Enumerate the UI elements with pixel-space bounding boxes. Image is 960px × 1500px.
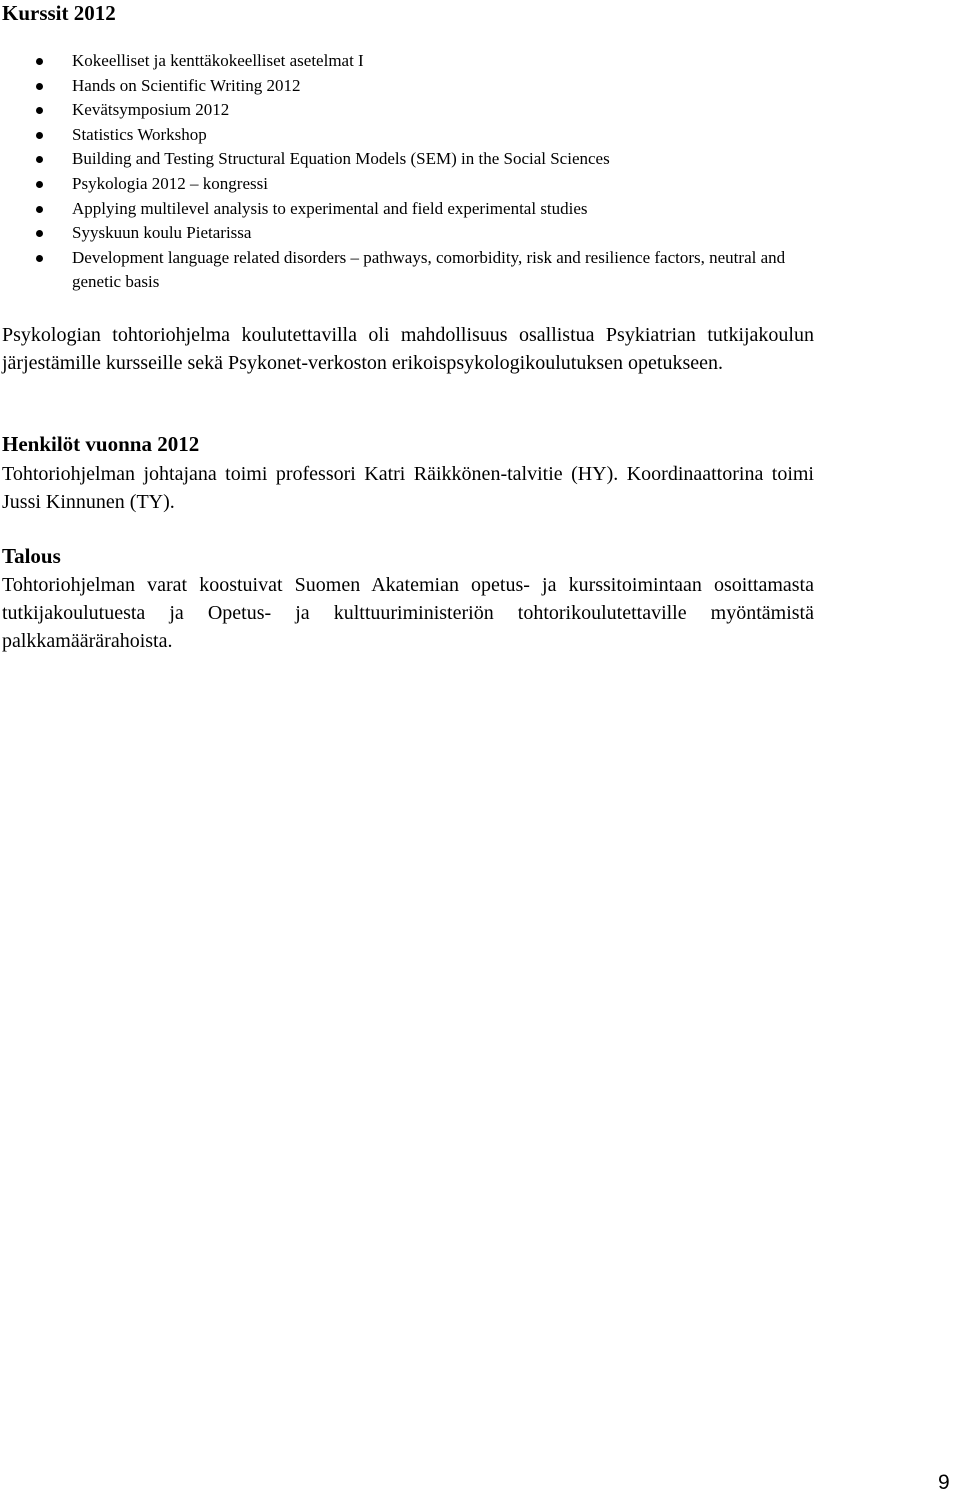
page-title: Kurssit 2012: [2, 1, 116, 25]
bullet-icon: [36, 156, 43, 163]
course-name: Applying multilevel analysis to experimental and field experimental studies: [72, 198, 588, 218]
bullet-icon: [36, 107, 43, 114]
course-name: Building and Testing Structural Equation Models (SEM) in the Social Sciences: [72, 149, 610, 169]
people-paragraph: Tohtoriohjelman johtajana toimi professori Katri Räikkönen-talvitie (HY). Koordinaattorina toimi Jussi Kinnunen (TY).: [2, 463, 814, 513]
bullet-icon: [36, 255, 43, 262]
bullet-icon: [36, 83, 43, 90]
course-name: Psykologia 2012 – kongressi: [72, 173, 268, 193]
bullet-icon: [36, 206, 43, 213]
course-list: [0, 49, 820, 295]
bullet-icon: [36, 58, 43, 65]
list-item: [0, 98, 820, 123]
course-name: Hands on Scientific Writing 2012: [72, 75, 301, 95]
people-heading: Henkilöt vuonna 2012: [2, 432, 200, 456]
list-item: [0, 221, 820, 246]
list-item: [0, 123, 820, 148]
finance-paragraph: Tohtoriohjelman varat koostuivat Suomen Akatemian opetus- ja kurssitoimintaan osoittamasta tutkijakoulutuesta ja Opetus- ja kulttuuriministeriön tohtorikoulutettaville myöntämistä palkkamäärärahoista.: [2, 574, 814, 652]
page-number: 9: [938, 1471, 950, 1494]
list-item: [0, 172, 820, 197]
course-name: Development language related disorders – pathways, comorbidity, risk and resilience factors, neutral and genetic basis: [72, 247, 786, 292]
intro-paragraph: Psykologian tohtoriohjelma koulutettavilla oli mahdollisuus osallistua Psykiatrian tutkijakoulun järjestämille kursseille sekä Psykonet-verkoston erikoispsykologikoulutuksen opetukseen.: [2, 324, 814, 374]
bullet-icon: [36, 132, 43, 139]
course-name: Syyskuun koulu Pietarissa: [72, 223, 252, 243]
list-item: [0, 147, 820, 172]
course-name: Statistics Workshop: [72, 124, 207, 144]
course-name: Kevätsymposium 2012: [72, 100, 230, 120]
list-item: [0, 197, 820, 222]
course-name: Kokeelliset ja kenttäkokeelliset asetelmat I: [72, 51, 364, 70]
finance-heading: Talous: [2, 544, 61, 568]
list-item: [0, 49, 820, 74]
list-item: [0, 74, 820, 99]
list-item: [0, 246, 820, 295]
bullet-icon: [36, 230, 43, 237]
bullet-icon: [36, 181, 43, 188]
